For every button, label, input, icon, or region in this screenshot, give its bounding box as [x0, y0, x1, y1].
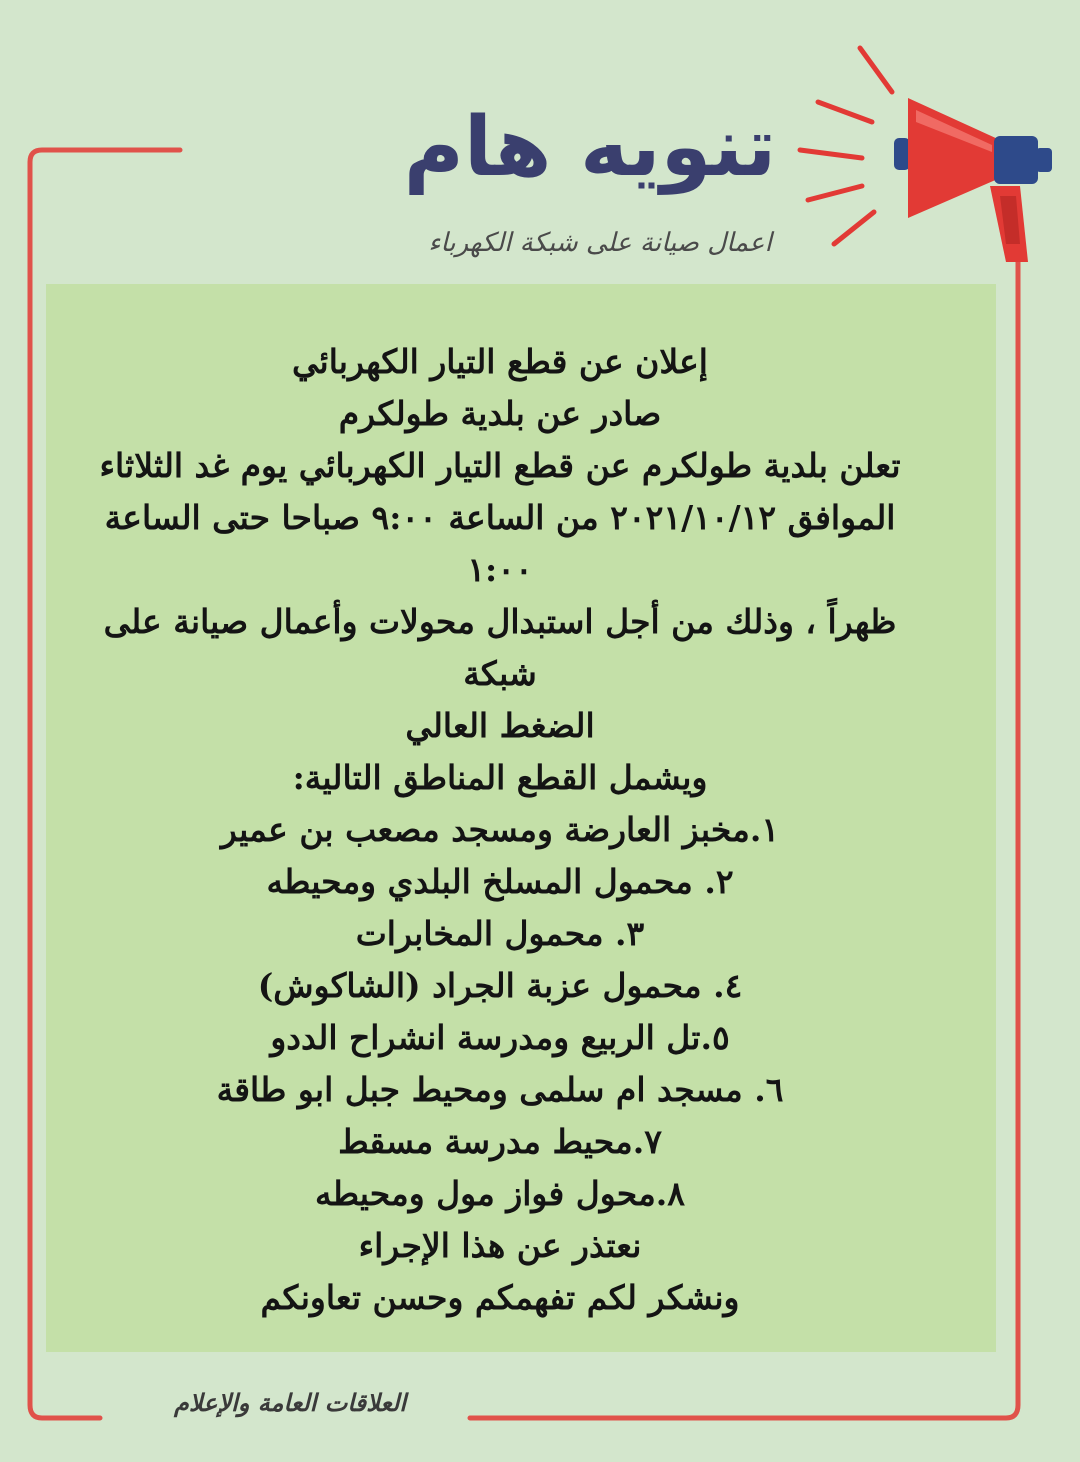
areas-intro: ويشمل القطع المناطق التالية: [292, 758, 708, 797]
announcement-heading: إعلان عن قطع التيار الكهربائي [292, 342, 708, 381]
announcement-text-line: تعلن بلدية طولكرم عن قطع التيار الكهربائي يوم غد الثلاثاء [99, 446, 901, 485]
area-item: ٢. محمول المسلخ البلدي ومحيطه [266, 862, 734, 901]
area-item: ١.مخبز العارضة ومسجد مصعب بن عمير [220, 810, 780, 849]
area-item: ٤. محمول عزبة الجراد (الشاكوش) [257, 966, 743, 1005]
announcement-text-line: ظهراً ، وذلك من أجل استبدال محولات وأعمال صيانة على شبكة [103, 602, 897, 693]
area-item: ٧.محيط مدرسة مسقط [338, 1122, 662, 1161]
thanks-text: ونشكر لكم تفهمكم وحسن تعاونكم [260, 1278, 740, 1317]
footer-signature: العلاقات العامة والإعلام [173, 1388, 406, 1417]
area-item: ٦. مسجد ام سلمى ومحيط جبل ابو طاقة [216, 1070, 784, 1109]
page-title: تنويه هام [403, 100, 777, 195]
area-item: ٥.تل الربيع ومدرسة انشراح الددو [270, 1018, 730, 1057]
announcement-text-line: الضغط العالي [405, 706, 595, 745]
announcement-text-line: الموافق ٢٠٢١/١٠/١٢ من الساعة ٩:٠٠ صباحا حتى الساعة ١:٠٠ [104, 498, 896, 589]
apology-text: نعتذر عن هذا الإجراء [358, 1226, 642, 1265]
announcement-body [80, 336, 920, 1324]
area-item: ٨.محول فواز مول ومحيطه [315, 1174, 685, 1213]
page-subtitle: اعمال صيانة على شبكة الكهرباء [428, 228, 772, 258]
megaphone-icon [800, 48, 1052, 262]
area-item: ٣. محمول المخابرات [355, 914, 645, 953]
announcement-issuer: صادر عن بلدية طولكرم [338, 394, 662, 433]
